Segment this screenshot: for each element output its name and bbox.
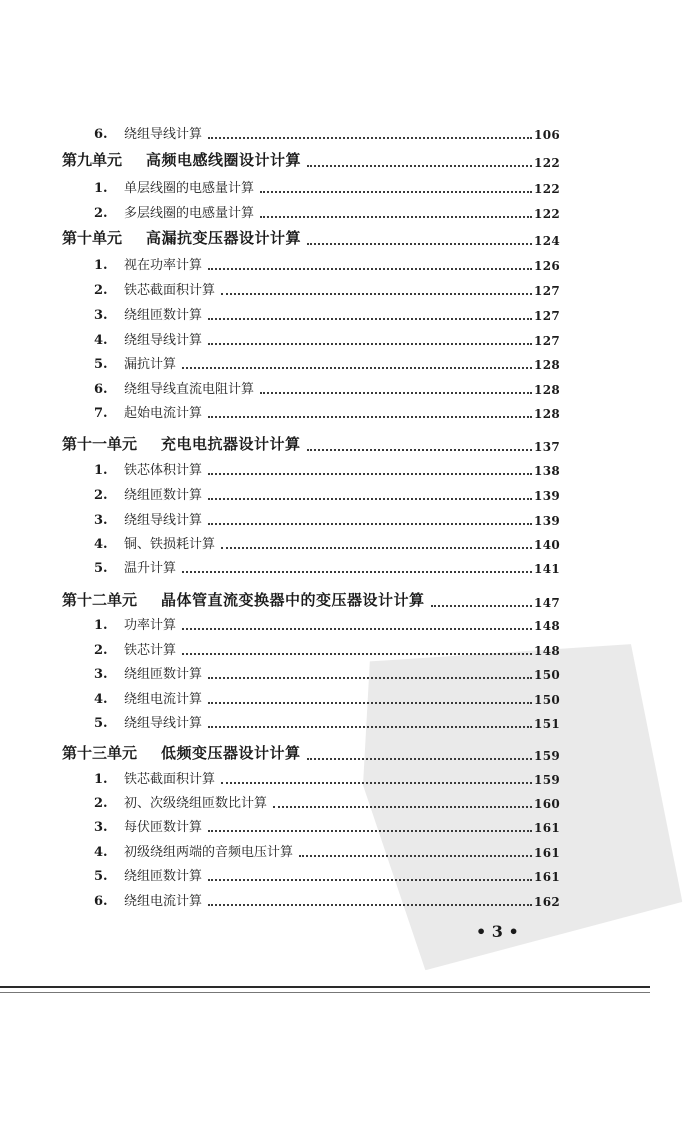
toc-sub-entry [94, 508, 560, 528]
page-ref: 159 [534, 749, 560, 763]
dot-leader [208, 473, 532, 475]
unit-label: 第九单元 [62, 151, 123, 169]
entry-number: 4. [94, 333, 108, 348]
page-ref: 127 [534, 309, 560, 323]
toc-unit-entry [62, 588, 560, 610]
page-ref: 150 [534, 693, 560, 707]
toc-sub-entry [94, 328, 560, 348]
page-ref: 147 [534, 596, 560, 610]
entry-title: 绕组匝数计算 [124, 488, 203, 503]
entry-number: 2. [94, 206, 108, 221]
dot-leader [260, 392, 532, 394]
dot-leader [307, 165, 532, 167]
toc-unit-entry [62, 148, 560, 170]
unit-label: 第十单元 [62, 229, 123, 247]
page-ref: 128 [534, 383, 560, 397]
entry-title: 绕组导线计算 [124, 333, 203, 348]
entry-title: 绕组导线计算 [124, 127, 203, 142]
toc-sub-entry [94, 253, 560, 273]
entry-number: 2. [94, 283, 108, 298]
toc-sub-entry [94, 483, 560, 503]
toc-unit-entry [62, 226, 560, 248]
entry-title: 视在功率计算 [124, 258, 203, 273]
page-ref: 162 [534, 895, 560, 909]
entry-number: 6. [94, 894, 108, 909]
unit-title: 充电电抗器设计计算 [161, 435, 301, 453]
page-ref: 124 [534, 234, 560, 248]
toc-sub-entry [94, 815, 560, 835]
entry-number: 6. [94, 127, 108, 142]
page-ref: 161 [534, 821, 560, 835]
entry-number: 4. [94, 845, 108, 860]
page-ref: 140 [534, 538, 560, 552]
page-ref: 148 [534, 644, 560, 658]
page-ref: 161 [534, 870, 560, 884]
toc-sub-entry [94, 687, 560, 707]
entry-title: 单层线圈的电感量计算 [124, 181, 255, 196]
dot-leader [307, 758, 533, 760]
page-ref: 159 [534, 773, 560, 787]
bottom-rule-thin [0, 992, 650, 993]
dot-leader [182, 653, 532, 655]
toc-sub-entry [94, 556, 560, 576]
page-ref: 150 [534, 668, 560, 682]
page-ref: 122 [534, 156, 560, 170]
entry-title: 绕组导线直流电阻计算 [124, 382, 255, 397]
toc-sub-entry [94, 889, 560, 909]
toc-sub-entry [94, 377, 560, 397]
page-ref: 126 [534, 259, 560, 273]
unit-title: 晶体管直流变换器中的变压器设计计算 [161, 591, 425, 609]
page-ref: 128 [534, 358, 560, 372]
unit-title: 低频变压器设计计算 [161, 744, 301, 762]
entry-title: 铁芯截面积计算 [124, 772, 216, 787]
entry-title: 功率计算 [124, 618, 177, 633]
toc-sub-entry [94, 613, 560, 633]
entry-number: 1. [94, 463, 108, 478]
dot-leader [307, 243, 532, 245]
page-ref: 128 [534, 407, 560, 421]
toc-sub-entry [94, 458, 560, 478]
toc-sub-entry [94, 638, 560, 658]
toc-sub-entry [94, 352, 560, 372]
entry-number: 5. [94, 716, 108, 731]
page-ref: 139 [534, 514, 560, 528]
entry-title: 铁芯体积计算 [124, 463, 203, 478]
toc-sub-entry [94, 278, 560, 298]
entry-title: 绕组导线计算 [124, 716, 203, 731]
entry-title: 绕组电流计算 [124, 692, 203, 707]
entry-title: 绕组导线计算 [124, 513, 203, 528]
dot-leader [208, 137, 532, 139]
entry-number: 1. [94, 772, 108, 787]
dot-leader [182, 571, 532, 573]
toc-sub-entry [94, 176, 560, 196]
unit-label: 第十二单元 [62, 591, 138, 609]
page-ref: 138 [534, 464, 560, 478]
toc-sub-entry [94, 864, 560, 884]
unit-title: 高漏抗变压器设计计算 [146, 229, 302, 247]
entry-number: 3. [94, 667, 108, 682]
unit-title: 高频电感线圈设计计算 [146, 151, 302, 169]
page-ref: 139 [534, 489, 560, 503]
bottom-rule [0, 986, 650, 988]
entry-number: 5. [94, 561, 108, 576]
toc-unit-entry [62, 432, 560, 454]
dot-leader [208, 268, 532, 270]
entry-title: 温升计算 [124, 561, 177, 576]
toc-sub-entry [94, 767, 560, 787]
dot-leader [221, 293, 532, 295]
entry-number: 4. [94, 692, 108, 707]
entry-number: 1. [94, 618, 108, 633]
toc-sub-entry [94, 401, 560, 421]
entry-title: 铁芯截面积计算 [124, 283, 216, 298]
dot-leader [208, 702, 532, 704]
entry-number: 2. [94, 643, 108, 658]
page-ref: 141 [534, 562, 560, 576]
dot-leader [299, 855, 532, 857]
dot-leader [182, 367, 532, 369]
dot-leader [208, 879, 532, 881]
entry-number: 4. [94, 537, 108, 552]
entry-title: 绕组匝数计算 [124, 869, 203, 884]
dot-leader [307, 449, 533, 451]
toc-sub-entry [94, 532, 560, 552]
page-ref: 127 [534, 334, 560, 348]
entry-number: 2. [94, 488, 108, 503]
entry-title: 漏抗计算 [124, 357, 177, 372]
entry-title: 铁芯计算 [124, 643, 177, 658]
toc-unit-entry [62, 741, 560, 763]
page-ref: 161 [534, 846, 560, 860]
page-ref: 137 [534, 440, 560, 454]
dot-leader [208, 318, 532, 320]
dot-leader [208, 726, 532, 728]
dot-leader [208, 416, 532, 418]
page-ref: 127 [534, 284, 560, 298]
dot-leader [260, 191, 532, 193]
entry-number: 7. [94, 406, 108, 421]
entry-title: 初、次级绕组匝数比计算 [124, 796, 268, 811]
entry-number: 5. [94, 869, 108, 884]
entry-number: 5. [94, 357, 108, 372]
page-ref: 106 [534, 128, 560, 142]
dot-leader [273, 806, 532, 808]
page-number: • 3 • [476, 922, 519, 941]
entry-title: 绕组匝数计算 [124, 667, 203, 682]
page-ref: 122 [534, 182, 560, 196]
dot-leader [208, 343, 532, 345]
unit-label: 第十一单元 [62, 435, 138, 453]
toc-sub-entry [94, 122, 560, 142]
entry-number: 3. [94, 308, 108, 323]
toc-sub-entry [94, 303, 560, 323]
toc-sub-entry [94, 791, 560, 811]
dot-leader [431, 605, 533, 607]
dot-leader [260, 216, 532, 218]
entry-number: 2. [94, 796, 108, 811]
entry-title: 铜、铁损耗计算 [124, 537, 216, 552]
dot-leader [208, 523, 532, 525]
toc-sub-entry [94, 711, 560, 731]
page-ref: 148 [534, 619, 560, 633]
entry-number: 3. [94, 820, 108, 835]
entry-number: 1. [94, 181, 108, 196]
entry-title: 起始电流计算 [124, 406, 203, 421]
unit-label: 第十三单元 [62, 744, 138, 762]
dot-leader [208, 830, 532, 832]
entry-title: 绕组电流计算 [124, 894, 203, 909]
entry-title: 绕组匝数计算 [124, 308, 203, 323]
toc-sub-entry [94, 840, 560, 860]
dot-leader [208, 677, 532, 679]
dot-leader [221, 782, 532, 784]
entry-title: 多层线圈的电感量计算 [124, 206, 255, 221]
page-ref: 122 [534, 207, 560, 221]
page-ref: 160 [534, 797, 560, 811]
toc-sub-entry [94, 201, 560, 221]
dot-leader [208, 498, 532, 500]
dot-leader [221, 547, 532, 549]
page-ref: 151 [534, 717, 560, 731]
entry-title: 每伏匝数计算 [124, 820, 203, 835]
toc-sub-entry [94, 662, 560, 682]
entry-number: 1. [94, 258, 108, 273]
entry-number: 6. [94, 382, 108, 397]
entry-number: 3. [94, 513, 108, 528]
entry-title: 初级绕组两端的音频电压计算 [124, 845, 294, 860]
dot-leader [208, 904, 532, 906]
dot-leader [182, 628, 532, 630]
